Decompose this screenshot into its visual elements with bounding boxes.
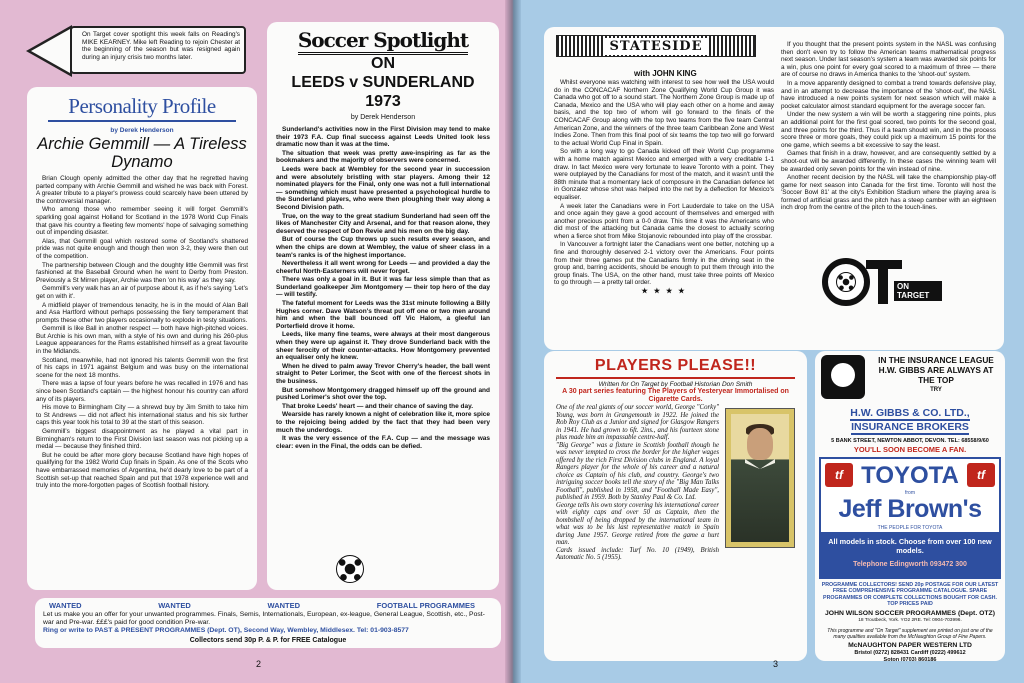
personality-profile-panel [27,87,257,590]
gibbs-try-text: TRY [930,387,942,393]
stateside-paragraph: A week later the Canadians were in Fort Lauderdale to take on the USA and once again they gave a good account of themselves and emerged with another precious point from a 0-0 draw. This time it was the Americans who did most of the attacking but Canada came the closest to actually scoring when a fierce shot from Mike Stojanovic rebounded into play off the crossbar. [554,202,774,240]
players-please-subtitle: Written for On Target by Football Historian Don Smith [598,381,753,388]
wanted-header-row [43,601,493,610]
wanted-ring-text: Ring or write to PAST & PRESENT PROGRAMMES (Dept. OT), Second Way, Wembley, Middlesex. Tel: 01-903-8577 [43,627,409,634]
spotlight-paragraph: When he dived to palm away Trevor Cherry's header, the ball went straight to Peter Lorimer, the Scot with one of the fiercest shots in the business. [276,362,490,385]
page-number: 2 [256,659,262,669]
spotlight-paragraph: Sunderland's activities now in the First Division may tend to make their 1973 F.A. Cup final success against Leeds United look less dramatic now than it was at the time. [276,126,490,149]
mcnaughton-name: McNAUGHTON PAPER WESTERN LTD [848,641,972,649]
card-face [747,428,773,460]
profile-paragraph: Brian Clough openly admitted the other day that he regretted having parted company with Archie Gemmill and wished he was back with Forest. A greater tribute to a player's prowess could scarcely have been uttered by the controversial manager. [36,175,248,205]
advertisements-panel [815,351,1005,661]
profile-paragraph: There was a lapse of four years before he was recalled in 1976 and has since been Scotland's captain — the highest honour his country can afford any of its players. [36,380,248,403]
wanted-body [43,611,493,635]
heading-underline [48,120,236,122]
spine-gutter [505,0,521,683]
logo-o-ring [822,258,870,306]
logo-t-stem [878,260,888,304]
profile-byline: by Derek Henderson [110,127,174,134]
spotlight-paragraph: But of course the Cup throws up such results every season, and when the chips are down at Wembley, the value of sheer class in a team's ranks is of the highest importance. [276,236,490,259]
spotlight-paragraph: Nevertheless it all went wrong for Leeds — and provided a day the cheerful North-Easterners will never forget. [276,260,490,275]
profile-paragraph: Gemmill's biggest disappointment as he played a vital part in Birmingham's return to the First Division last season was not picking up a medal — because they finished third. [36,428,248,451]
jeff-browns-wordmark: Jeff Brown's [838,495,982,523]
spotlight-title-line: 1973 [365,93,401,110]
stateside-paragraph: Another recent decision by the NASL will take the championship play-off game for next season into Canada for the first time. Toronto will host the 'Soccer Bowl 81' at the city's Exhibition Stadium where the playing area is formed of artificial grass and the pitch has a steep camber with an eighteen inch drop from the centre of the pitch to the touch-lines. [781,174,996,212]
stateside-paragraph: In a move apparently designed to combat a trend towards defensive play, and in an attempt to decrease the importance of the 'shoot-out', the NASL have introduced a new points system for next season which will make a pocket calculator almost standard equipment for the average soccer fan. [781,79,996,110]
soccer-spotlight-logo [276,28,490,52]
spotlight-title [276,54,490,111]
card-collar [745,459,775,469]
cigarette-card-image [725,408,795,548]
soccer-spotlight-panel [267,22,499,590]
spotlight-paragraph: But somehow Montgomery dragged himself up off the ground and pushed Lorimer's shot over the top. [276,386,490,402]
stateside-logo [556,35,756,57]
tf-badge-icon: tf [825,463,853,487]
spotlight-title-line: ON [371,55,395,72]
wilson-address: 18 Troutbeck, York. YO2 2RE. Tel: 0904-703996. [858,618,962,624]
players-please-title: PLAYERS PLEASE!! [556,357,795,379]
profile-paragraph: Scotland, meanwhile, had not ignored his talents Gemmill won the first of his caps in 1971 against Belgium and was busy on the international scene for the next 18 months. [36,356,248,379]
profile-paragraph: A midfield player of tremendous tenacity, he is in the mould of Alan Ball and Asa Hartford without perhaps possessing the fiery temperament that prompts these other two players occasionally to explode in testy situations. [36,301,248,324]
mcnaughton-phones [815,650,1005,661]
from-text: from [905,490,915,496]
gibbs-slogan: YOU'LL SOON BECOME A FAN. [853,445,967,454]
profile-paragraph: Who among those who remember seeing it will forget Gemmill's sparkling goal against Holland for Scotland in the 1978 World Cup Finals that gave his country a fleeting few moments' hope of salvaging something out of impending disaster. [36,206,248,237]
jeff-models-text: All models in stock. Choose from over 100 new models. [828,537,992,555]
profile-paragraph: But he could be after more glory because Scotland have high hopes of qualifying for the 1982 World Cup finals in Spain. As one of the Scots who have embarrassed memories of Argentina, he'd dearly love to be part of a Scottish set-up that reached Spain and put that 1978 experience well and truly into the more-forgotten pages of Scottish football history. [36,451,248,490]
profile-paragraph: His move to Birmingham City — a shrewd buy by Jim Smith to take him to St Andrews — did not affect his international status and his six further caps this year took his total to 39 at the start of this season. [36,404,248,427]
profile-title: Archie Gemmill — A Tireless Dynamo [37,135,247,171]
profile-paragraph: Gemmill's very walk has an air of purpose about it, as if he's saying 'Let's get on with it'. [36,285,248,300]
spotlight-paragraph: There was only a goal in it. But it was far less simple than that as Sunderland goalkeeper Jim Montgomery — their top hero of the day — will testify. [276,276,490,299]
spotlight-paragraph: The situation that week was pretty awe-inspiring as far as the bookmakers and the majority of observers were concerned. [276,149,490,165]
stateside-paragraph: In Vancouver a fortnight later the Canadians went one better, notching up a fine and thoroughly deserved 2-1 victory over the Americans. Four points from their three games put the Canadians firmly in the driving seat in the group and, barring accidents, should be enough to put them through into the group finals. The USA, on the other hand, must take three points off Mexico to go through — a pretty tall order. [554,241,774,287]
players-please-panel [544,351,807,661]
gibbs-headline [815,351,1005,405]
players-please-series: A 30 part series featuring The Players of Yesteryear Immortalised on Cigarette Cards. [562,388,789,403]
stateside-logo-text: STATESIDE [604,38,709,55]
players-paragraph: "Big George" was a fixture in Scottish football though he was never tempted to cross the border for the higher wages offered by the rich First Division clubs in England. A loyal Rangers player for the whole of his career and a natural choice as Captain of his club, and country. George's two intriguing soccer books tell the story of the "Big Man Talks Football", published in 1958, and "Football Made Easy", published in 1959. Both by Stanley Paul & Co. Ltd. [556,441,719,501]
on-target-logo-text: ON TARGET [894,281,942,301]
spotlight-body [276,126,490,450]
wanted-send-text: Collectors send 30p P. & P. for FREE Catalogue [189,637,347,644]
profile-body [36,175,248,490]
wilson-name: JOHN WILSON SOCCER PROGRAMMES (Dept. OTZ) [825,610,995,618]
card-portrait [731,414,789,542]
gibbs-name [815,407,1005,435]
stateside-paragraph: Whilst everyone was watching with interest to see how well the USA would do in the CONCACAF Northern Zone Qualifying World Cup Group it was Canada who got off to a sound start. The Northern Zone Group is made up of Canada, Mexico and the USA who will play each other on a home and away basis, and the top two of whom will go forward to the finals of the CONCACAF Group along with the top two teams from the five team Central American Zone, and the winners of the three team Caribbean Zone and West Indies Zone. Then from this final pool of six teams the top two will go forward to the actual World Cup Final in Spain. [554,79,774,147]
players-paragraph: George tells his own story covering his international career with eighty caps and over 50 as Captain, then the bombshell of being dropped by the international team in what was to be his last representative match in Spain during June 1957. George retired from the game a hurt man. [556,501,719,546]
mcnaughton-phones-line: Bristol (0272) 828431 Cardiff (0222) 499612 [854,649,966,656]
spotlight-paragraph: Wearside has rarely known a night of celebration like it, more spice to the rejoicing being added by the fact that they had been very much the underdogs. [276,411,490,434]
stateside-column-1 [554,79,774,296]
spotlight-paragraph: It was the very essence of the F.A. Cup — and the message was clear: even in the Final, the odds can be defied. [276,435,490,450]
gibbs-name-line: H.W. GIBBS & CO. LTD., [850,407,970,419]
football-icon [336,555,364,583]
wanted-body-text: Let us make you an offer for your unwanted programmes. Finals, Semis, Internationals, European, ex-league, General League, Scottish, etc., Post-war and Pre-war. £££'s paid for good condition Pre-war. [43,611,485,626]
gibbs-name-line: INSURANCE BROKERS [851,421,969,433]
gibbs-headline-text: IN THE INSURANCE LEAGUE H.W. GIBBS ARE ALWAYS AT THE TOP [878,355,994,385]
spotlight-title-line: LEEDS v SUNDERLAND [291,74,475,91]
stateside-column-2 [781,41,996,213]
spotlight-byline: by Derek Henderson [350,114,416,121]
stars-divider: ★ ★ ★ ★ [641,288,687,296]
wanted-label: WANTED [158,601,191,610]
personality-profile-heading: Personality Profile [68,94,216,118]
goalkeeper-logo-icon [821,355,865,399]
wanted-programmes-ad [35,598,501,648]
wanted-label: WANTED [49,601,82,610]
collectors-text: PROGRAMME COLLECTORS! SEND 20p POSTAGE FOR OUR LATEST FREE COMPREHENSIVE PROGRAMME CATALOGUE. SPARE PROGRAMMES OR COMPLETE COLLECTIONS BOUGHT FOR CASH. TOP PRICES PAID [821,582,999,607]
tf-badge-icon: tf [967,463,995,487]
mcnaughton-soton-line: Soton (0703) 860186 [883,656,937,661]
football-icon [836,272,856,292]
stateside-byline: with JOHN KING [634,69,697,78]
spotlight-paragraph: The fateful moment for Leeds was the 31st minute following a Billy Hughes corner. Dave Watson's threat put off one or two men around him and when the ball bounced off Vic Halom, a gleeful Ian Porterfield drove it home. [276,300,490,330]
profile-paragraph: Alas, that Gemmill goal which restored some of Scotland's shattered pride was not quite enough and though then won 3-2, they were then out of the competition. [36,237,248,260]
toyota-ad [819,457,1001,579]
stateside-paragraph: So with a long way to go Canada kicked off their World Cup programme with a home match against Mexico and emerged with a very creditable 1-1 draw. In fact Mexico were very fortunate to leave Toronto with a point. They were outplayed by the Canadians for most of the match, and it wasn't until the 88th minute that a momentary lack of composure in the Canadian defence let in Gonzalez whose shot was helped into the net by a deflection for Mexico's equaliser. [554,148,774,201]
jeff-phone-text: Telephone Edingworth 093472 300 [853,561,967,568]
players-paragraph: One of the real giants of our soccer world, George "Corky" Young, was born in Grangemouth in 1922. He joined the Rob Roy Club as a Junior and signed for Glasgow Rangers in 1941. He had grown to 6ft. 2ins., and his fourteen stone plus made him an impassable centre-half. [556,404,719,441]
jeff-band [821,532,999,577]
wanted-label: FOOTBALL PROGRAMMES [376,601,475,610]
spotlight-paragraph: That broke Leeds' heart — and their chance of saving the day. [282,402,474,410]
players-paragraph: Cards issued include: Turf No. 10 (1949), British Automatic No. 5 (1955). [556,546,719,561]
spotlight-paragraph: Leeds were back at Wembley for the second year in succession and were absolutely bristling with star players. Among their 12 nominated players for the Final, only one was not a full international — something which must have presented a psychological hurdle to the Sunderland players, who were then ploughing their way along a Second Division path. [276,165,490,211]
on-target-note-text: On Target cover spotlight this week falls on Reading's MIKE KEARNEY. Mike left Reading to rejoin Chester at the beginning of the season but was resigned again during an injury crisis two months later. [82,31,240,61]
gibbs-address: 5 BANK STREET, NEWTON ABBOT, DEVON. TEL: 68558/9/60 [831,438,989,444]
spotlight-paragraph: Leeds, like many fine teams, were always at their most dangerous when they were up against it. They drove Sunderland back with the sheer ferocity of their counter-attacks. How Montgomery prevented an equaliser only he knew. [276,331,490,362]
stateside-paragraph: Games that finish in a draw, however, and are consequently settled by a shoot-out will be awarded differently. In these cases the winning team will be awarded only seven points for the win instead of nine. [781,150,996,173]
mcnaughton-note: This programme and "On Target" supplement are printed on just one of the many qualities available from the McNaughton Group of Fine Papers. [827,627,993,640]
stateside-paragraph: Under the new system a win will be worth a staggering nine points, plus an additional point for the first goal scored, two points for the second goal, and three points for the third. Thus if a team should win, and in the process score three or more goals, they could pick up a maximum 15 points for the one game, which seems a bit excessive to say the least. [781,111,996,149]
toyota-wordmark: TOYOTA [861,462,959,489]
on-target-note [70,26,246,74]
soccer-spotlight-logo-text: Soccer Spotlight [298,28,468,55]
page-number: 3 [773,659,779,669]
on-target-logo [822,253,942,323]
arrow-left-icon-inner [31,29,70,73]
wanted-label: WANTED [267,601,301,610]
stateside-paragraph: If you thought that the present points system in the NASL was confusing then don't even try to follow the American teams mathematical progress next season. Under last season's system a team was awarded six points for a win, plus one point for every goal scored to a maximum of three — there are of course no draws in America thanks to the 'shoot-out' system. [781,41,996,79]
players-please-body [556,404,795,562]
profile-paragraph: The partnership between Clough and the doughty little Gemmill was first fashioned at the Baseball Ground when he went to Derby from Preston. Previously a St Mirren player, Archie was then 'on his way' as they say. [36,261,248,284]
jeff-tagline: THE PEOPLE FOR TOYOTA [877,525,943,531]
profile-paragraph: Gemmill is like Ball in another respect — both have high-pitched voices. But Archie is his own man, with a style of his own and during his 260-plus League appearances for the Rams established himself as a great favourite in the Midlands. [36,325,248,356]
spotlight-paragraph: True, on the way to the great stadium Sunderland had seen off the likes of Manchester City and Arsenal, and for that reason alone, they deserved the respect of Don Revie and his men on the big day. [276,212,490,235]
